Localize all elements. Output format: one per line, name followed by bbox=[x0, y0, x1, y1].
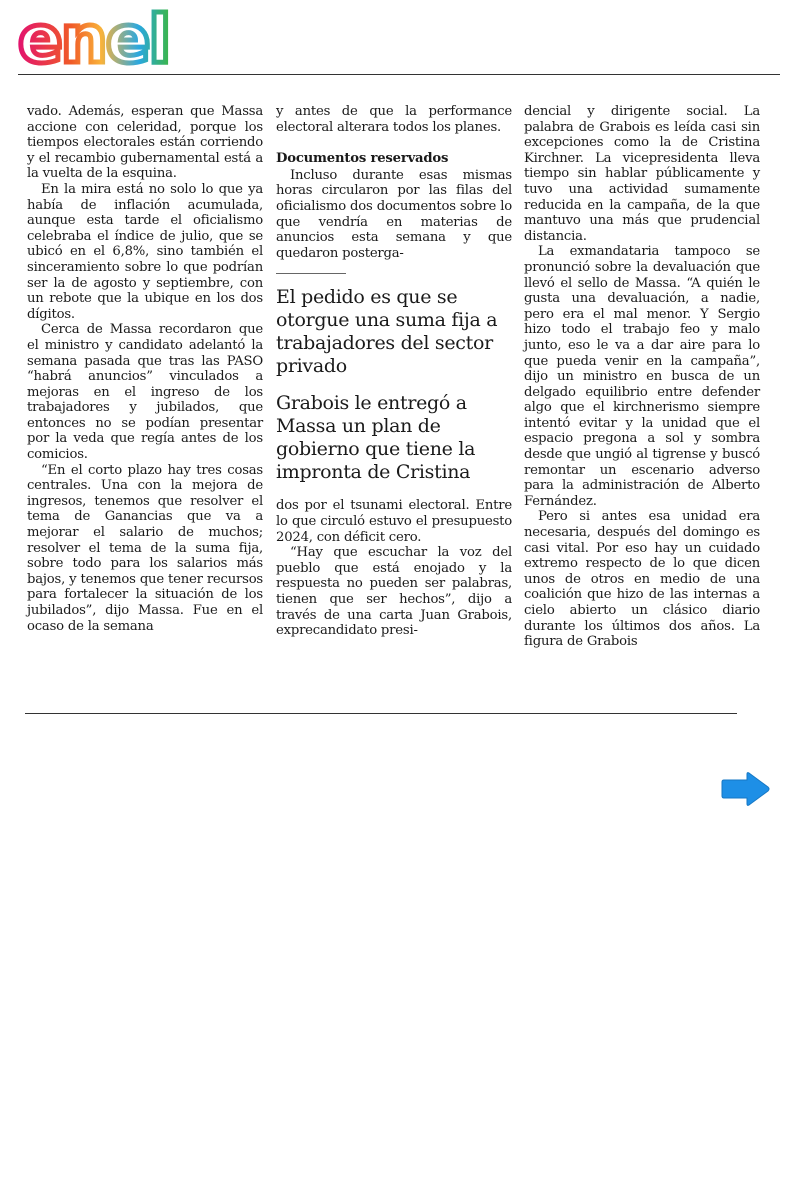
paragraph: En la mira está no solo lo que ya había de inflación acumulada, aunque esta tarde el oficialismo celebraba el índice de julio, que se ubicó en el 6,8%, sino también el sinceramiento sobre lo que podrían ser la de agosto y septiembre, con un rebote que la ubique en los dos dígitos. bbox=[27, 181, 263, 322]
paragraph: Incluso durante esas mismas horas circularon por las filas del oficialismo dos documentos sobre lo que vendría en materias de anuncios esta semana y que quedaron posterga- bbox=[276, 167, 512, 261]
paragraph: Pero si antes esa unidad era necesaria, después del domingo es casi vital. Por eso hay un cuidado extremo respecto de lo que dicen unos de otros en medio de una coalición que hizo de las internas a cielo abierto un clásico diario durante los últimos dos años. La figura de Grabois bbox=[524, 509, 760, 650]
article-bottom-rule bbox=[25, 713, 737, 714]
paragraph: dos por el tsunami electoral. Entre lo que circuló estuvo el presupuesto 2024, con déficit cero. bbox=[276, 498, 512, 545]
pullquote: Grabois le entregó a Massa un plan de gobierno que tiene la impronta de Cristina bbox=[276, 392, 476, 484]
header-rule bbox=[18, 74, 780, 75]
pullquote-rule bbox=[276, 273, 346, 274]
paragraph: dencial y dirigente social. La palabra de Grabois es leída casi sin excepciones como la de Cristina Kirchner. La vicepresidenta lleva tiempo sin hablar públicamente y tuvo una actividad sumamente reducida en la campaña, de la que mantuvo una más que prudencial distancia. bbox=[524, 104, 760, 244]
article-column-1 bbox=[27, 104, 263, 634]
right-arrow-icon[interactable] bbox=[719, 771, 771, 807]
enel-logo bbox=[16, 0, 186, 72]
pullquote: El pedido es que se otorgue una suma fija a trabajadores del sector privado bbox=[276, 286, 498, 378]
article-column-3 bbox=[524, 104, 760, 650]
article-column-2 bbox=[276, 104, 512, 639]
paragraph: vado. Además, esperan que Massa accione con celeridad, porque los tiempos electorales están corriendo y el recambio gubernamental está a la vuelta de la esquina. bbox=[27, 104, 263, 182]
subheading: Documentos reservados bbox=[276, 151, 449, 167]
logo-wordmark: enel bbox=[18, 1, 170, 72]
paragraph: La exmandataria tampoco se pronunció sobre la devaluación que llevó el sello de Massa. “A quién le gusta una devaluación, a nadie, pero era el mal menor. Y Sergio hizo todo el trabajo feo y malo junto, eso le va a dar aire para lo que pueda venir en la campaña”, dijo un ministro en busca de un delgado equilibrio entre defender algo que el kirchnerismo siempre intentó evitar y la unidad que el espacio pregona a sol y sombra desde que ungió al tigrense y buscó remontar un escenario adverso para la administración de Alberto Fernández. bbox=[524, 244, 760, 509]
paragraph: “En el corto plazo hay tres cosas centrales. Una con la mejora de ingresos, tenemos que resolver el tema de Ganancias que va a mejorar el salario de muchos; resolver el tema de la suma fija, sobre todo para los salarios más bajos, y tenemos que tener recursos para fortalecer la situación de los jubilados”, dijo Massa. Fue en el ocaso de la semana bbox=[27, 462, 263, 634]
paragraph: y antes de que la performance electoral alterara todos los planes. bbox=[276, 104, 512, 135]
paragraph: “Hay que escuchar la voz del pueblo que está enojado y la respuesta no pueden ser palabras, tienen que ser hechos”, dijo a través de una carta Juan Grabois, exprecandidato presi- bbox=[276, 545, 512, 639]
paragraph: Cerca de Massa recordaron que el ministro y candidato adelantó la semana pasada que tras las PASO “habrá anuncios” vinculados a mejoras en el ingreso de los trabajadores y jubilados, que entonces no se podían presentar por la veda que regía antes de los comicios. bbox=[27, 322, 263, 463]
